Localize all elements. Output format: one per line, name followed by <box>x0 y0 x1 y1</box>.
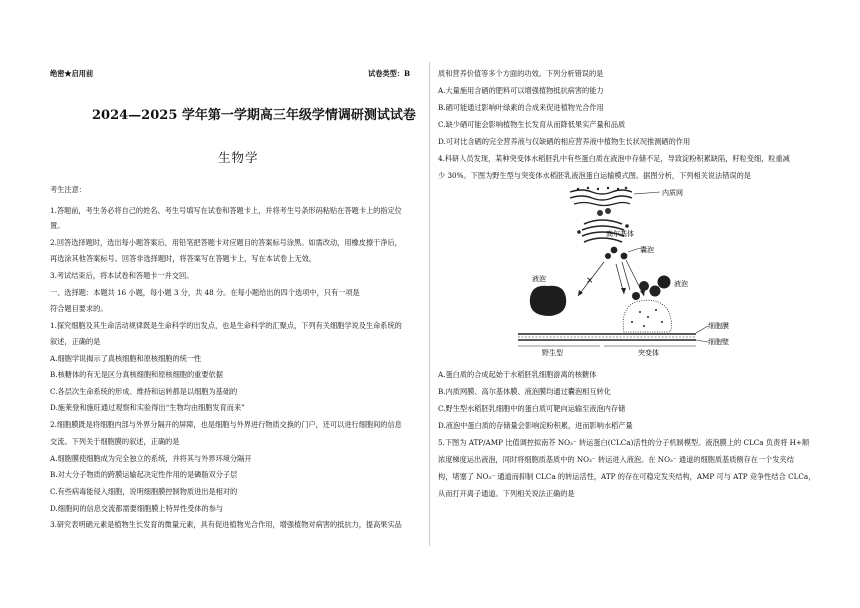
q1-option-d: D.施莱登和施旺通过观察和实验得出“生物均由细胞发育而来” <box>50 403 245 412</box>
page-title: 2024—2025 学年第一学期高三年级学情调研测试试卷 <box>92 108 416 123</box>
vacuole-transport-figure <box>512 186 748 358</box>
mutant-vacuole <box>658 276 671 289</box>
q5-stem-cont: 从而打开离子通道。下列相关说法正确的是 <box>438 489 575 498</box>
wild-type-label: 野生型 <box>542 349 563 357</box>
vacuole-left-label: 液泡 <box>532 275 546 283</box>
er-label: 内质网 <box>662 189 683 197</box>
q5-stem-cont: 构，堵塞了 NO₃⁻ 通道而抑制 CLCa 的转运活性，ATP 的存在可稳定发夹结构，AMP 可与 ATP 竞争性结合 CLCa， <box>438 472 816 481</box>
q3-option-a: A.大量施用含硒的肥料可以增强植物抵抗病害的能力 <box>438 86 604 95</box>
q3-option-d: D.可对比含硒的完全营养液与仅缺硒的相应营养液中植物生长状况推测硒的作用 <box>438 137 691 146</box>
q5-stem-cont: 浓度梯度运出液泡，同时将细胞质基质中的 NO₃⁻ 转运进入液泡。在 NO₃⁻ 通道的细胞质基质侧存在一个发夹结 <box>438 455 794 464</box>
wild-type-vacuole <box>530 286 566 316</box>
note-line: 2.回答选择题时，选出每小题答案后，用铅笔把答题卡对应题目的答案标号涂黑。如需改动，用橡皮擦干净后， <box>50 238 402 247</box>
subject-title: 生物学 <box>218 150 259 165</box>
column-divider <box>429 62 430 546</box>
block-mark: × <box>586 276 594 286</box>
mutant-label: 突变体 <box>638 349 659 357</box>
cell-wall-label: 细胞壁 <box>708 338 729 346</box>
vesicle <box>605 208 611 214</box>
note-line: 1.答题前，考生务必将自己的姓名、考生号填写在试卷和答题卡上，并将考生号条形码粘贴在答题卡上的指定位 <box>50 206 402 215</box>
q4-option-c: C.野生型水稻胚乳细胞中的蛋白质可靶向运输至液泡内存储 <box>438 404 626 413</box>
exam-type: 试卷类型：B <box>368 69 411 78</box>
vesicle <box>621 253 628 260</box>
q4-option-a: A.蛋白质的合成起始于水稻胚乳细胞游离的核糖体 <box>438 370 597 379</box>
q1-stem-cont: 叙述，正确的是 <box>50 337 101 346</box>
q2-option-a: A.细胞膜使细胞成为完全独立的系统，并将其与外界环境分隔开 <box>50 454 252 463</box>
note-line: 再选涂其他答案标号。回答非选择题时，将答案写在答题卡上，写在本试卷上无效。 <box>50 254 316 263</box>
vesicle <box>605 253 611 259</box>
q3-option-c: C.缺少硒可能会影响植物生长发育从而降低果实产量和品质 <box>438 120 626 129</box>
q5-stem: 5.下图为 ATP/AMP 比值调控拟南芥 NO₃⁻ 转运蛋白(CLCa)活性的分子机制模型。液泡膜上的 CLCa 负责将 H+顺 <box>438 438 810 447</box>
q2-option-d: D.细胞间的信息交流都需要细胞膜上特异性受体的参与 <box>50 504 224 513</box>
section-heading-cont: 符合题目要求的。 <box>50 304 108 313</box>
q4-stem: 4.科研人员发现，某种突变体水稻胚乳中有些蛋白质在液泡中存储不足，导致淀粉积累缺陷，籽粒变细，粒重减 <box>438 154 790 163</box>
note-line: 置。 <box>50 221 65 230</box>
vesicle <box>611 247 618 254</box>
q1-option-b: B.核糖体的有无是区分真核细胞和原核细胞的重要依据 <box>50 370 223 379</box>
q4-stem-cont: 少 30%。下图为野生型与突变体水稻胚乳液泡蛋白运输模式图。据图分析，下列相关说法错误的是 <box>438 171 751 180</box>
q4-option-d: D.液泡中蛋白质的存储量会影响淀粉积累，进而影响水稻产量 <box>438 421 633 430</box>
q2-option-b: B.对大分子物质的跨膜运输起决定性作用的是磷脂双分子层 <box>50 470 238 479</box>
q3-stem: 3.研究表明硒元素是植物生长发育的微量元素，具有促进植物光合作用，增强植物对病害的抵抗力，提高果实品 <box>50 520 402 529</box>
q2-option-c: C.有些病毒能侵入细胞，说明细胞膜控制物质进出是相对的 <box>50 487 238 496</box>
section-heading: 一、选择题：本题共 16 小题，每小题 3 分，共 48 分。在每小题给出的四个选项中，只有一项是 <box>50 288 360 297</box>
vesicle <box>597 210 603 216</box>
notes-heading: 考生注意： <box>50 185 86 194</box>
vesicle-label: 囊泡 <box>640 246 654 254</box>
q1-option-a: A.细胞学说揭示了真核细胞和原核细胞的统一性 <box>50 354 202 363</box>
vacuole-right-label: 液泡 <box>674 280 688 288</box>
golgi-label: 高尔基体 <box>606 230 634 238</box>
q2-stem-cont: 交流。下列关于细胞膜的叙述，正确的是 <box>50 437 180 446</box>
q3-option-b: B.硒可能通过影响叶绿素的合成来促进植物光合作用 <box>438 103 604 112</box>
q3-stem-cont: 质和营养价值等多个方面的功效。下列分析错误的是 <box>438 69 604 78</box>
secreted-protein-mass <box>623 300 671 332</box>
confidential-mark: 绝密★启用前 <box>50 69 94 78</box>
er-structure <box>570 187 632 206</box>
q1-option-c: C.各层次生命系统的形成、维持和运转都是以细胞为基础的 <box>50 387 238 396</box>
q4-option-b: B.内质网膜、高尔基体膜、液泡膜均通过囊泡相互转化 <box>438 387 611 396</box>
note-line: 3.考试结束后，将本试卷和答题卡一并交回。 <box>50 271 194 280</box>
q2-stem: 2.细胞膜既是将细胞内部与外界分隔开的屏障，也是细胞与外界进行物质交换的门户，还可以进行细胞间的信息 <box>50 420 402 429</box>
q1-stem: 1.探究细胞及其生命活动规律既是生命科学的出发点，也是生命科学的汇聚点，下列有关细胞学说及生命系统的 <box>50 321 402 330</box>
cell-membrane-label: 细胞膜 <box>708 322 729 330</box>
